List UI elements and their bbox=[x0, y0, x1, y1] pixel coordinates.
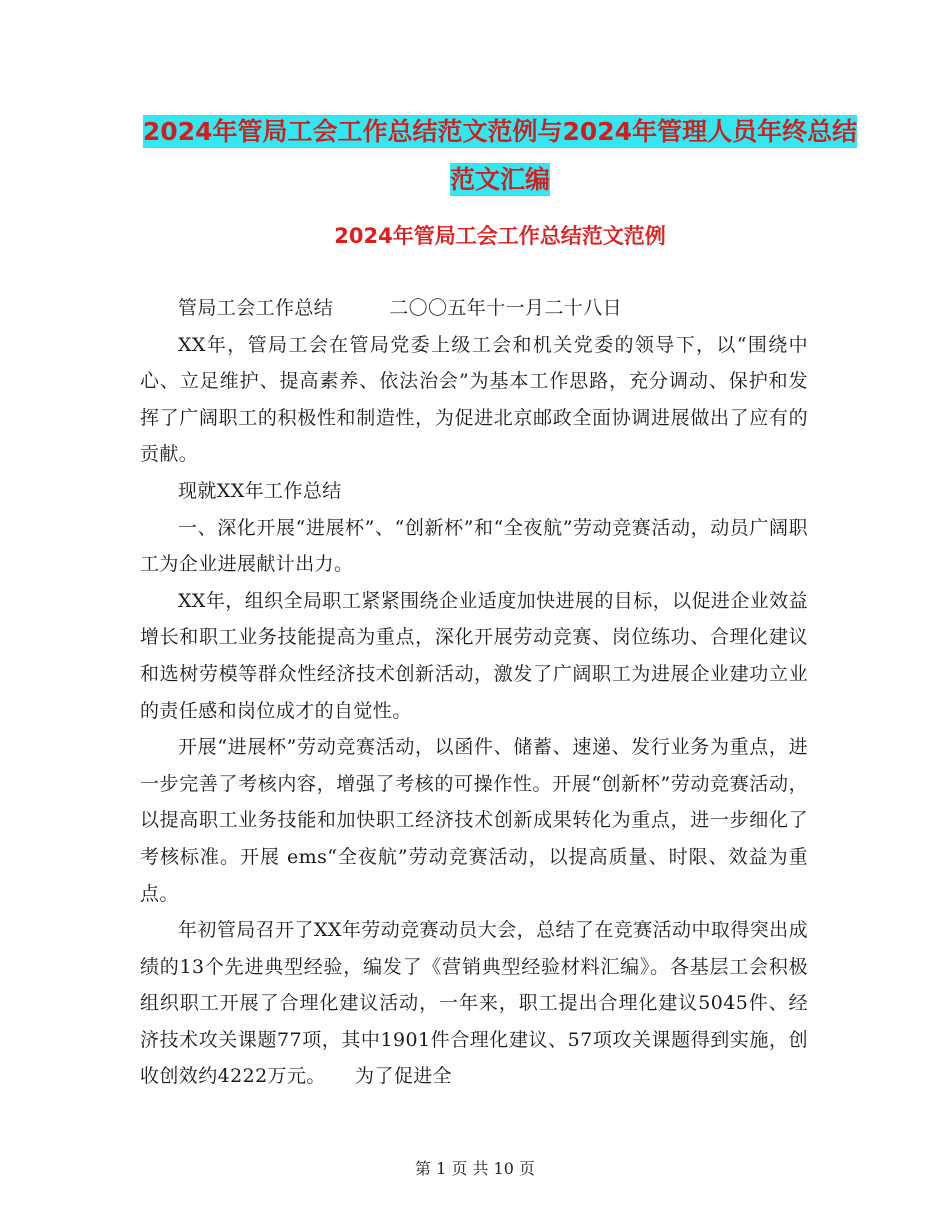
main-title-highlight: 2024年管局工会工作总结范文范例与2024年管理人员年终总结范文汇编 bbox=[142, 117, 858, 194]
document-main-title bbox=[140, 108, 860, 204]
section-title: 2024年管局工会工作总结范文范例 bbox=[334, 224, 666, 248]
paragraph: 年初管局召开了XX年劳动竞赛动员大会，总结了在竞赛活动中取得突出成绩的13个先进典型经验，编发了《营销典型经验材料汇编》。各基层工会积极组织职工开展了合理化建议活动，一年来，职工提出合理化建议5045件、经济技术攻关课题77项，其中1901件合理化建议、57项攻关课题得到实施，创收创效约4222万元。 为了促进全 bbox=[140, 919, 808, 1088]
paragraph: 开展“进展杯”劳动竞赛活动，以函件、储蓄、速递、发行业务为重点，进一步完善了考核内容，增强了考核的可操作性。开展“创新杯”劳动竞赛活动，以提高职工业务技能和加快职工经济技术创新成果转化为重点，进一步细化了考核标准。开展 ems“全夜航”劳动竞赛活动，以提高质量、时限、效益为重点。 bbox=[140, 736, 808, 905]
meta-left: 管局工会工作总结 bbox=[178, 297, 334, 319]
paragraph: XX年，管局工会在管局党委上级工会和机关党委的领导下，以“围绕中心、立足维护、提高素养、依法治会”为基本工作思路，充分调动、保护和发挥了广阔职工的积极性和制造性，为促进北京邮政全面协调进展做出了应有的贡献。 bbox=[140, 333, 808, 466]
paragraph: 一、深化开展“进展杯”、“创新杯”和“全夜航”劳动竞赛活动，动员广阔职工为企业进展献计出力。 bbox=[140, 516, 808, 576]
page-footer: 第 1 页 共 10 页 bbox=[415, 1159, 535, 1178]
paragraph: 现就XX年工作总结 bbox=[178, 479, 342, 502]
document-body bbox=[140, 290, 808, 1095]
meta-line bbox=[140, 290, 808, 327]
paragraph: XX年，组织全局职工紧紧围绕企业适度加快进展的目标，以促进企业效益增长和职工业务技能提高为重点，深化开展劳动竞赛、岗位练功、合理化建议和选树劳模等群众性经济技术创新活动，激发了广阔职工为进展企业建功立业的责任感和岗位成才的自觉性。 bbox=[140, 589, 808, 722]
meta-date: 二〇〇五年十一月二十八日 bbox=[389, 297, 623, 319]
